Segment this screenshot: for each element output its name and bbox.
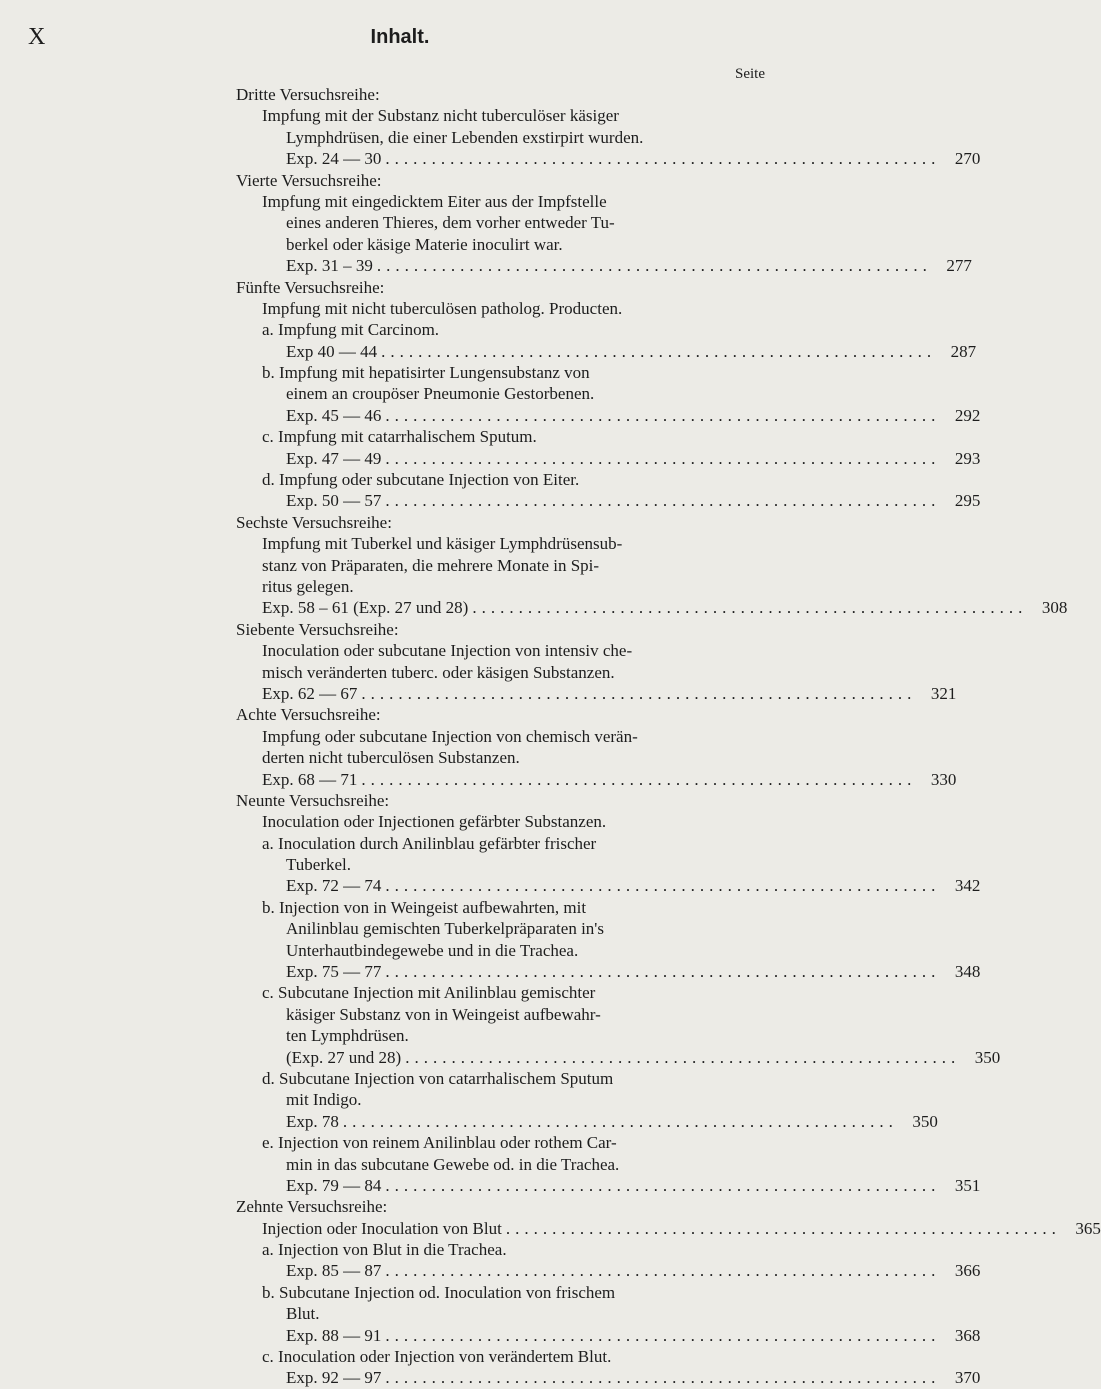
toc-line: [236, 897, 741, 918]
table-of-contents: [236, 84, 1101, 1389]
toc-entry: [236, 1367, 981, 1388]
dot-leader: ............................................................: [385, 405, 941, 425]
toc-text: Exp. 31 – 39: [286, 256, 373, 276]
toc-text: e. Injection von reinem Anilinblau oder rothem Car-: [262, 1133, 617, 1153]
toc-line: [236, 212, 741, 233]
dot-leader: ............................................................: [361, 769, 917, 789]
toc-text: d. Impfung oder subcutane Injection von Eiter.: [262, 470, 580, 490]
toc-text: a. Inoculation durch Anilinblau gefärbter frischer: [262, 833, 597, 853]
toc-line: [236, 1132, 741, 1153]
toc-text: b. Impfung mit hepatisirter Lungensubstanz von: [262, 363, 590, 383]
page-title: Inhalt.: [370, 26, 430, 48]
toc-line: [236, 298, 741, 319]
toc-text: Exp. 50 — 57: [286, 491, 382, 511]
toc-line: [236, 790, 741, 811]
toc-line: [236, 940, 741, 961]
toc-text: b. Injection von in Weingeist aufbewahrten, mit: [262, 897, 587, 917]
toc-line: [236, 662, 741, 683]
page-number: 321: [930, 683, 957, 703]
page-number: 348: [954, 962, 981, 982]
dot-leader: ............................................................: [472, 598, 1028, 618]
toc-text: Exp. 92 — 97: [286, 1368, 382, 1388]
toc-text: Anilinblau gemischten Tuberkelpräparaten in's: [286, 919, 604, 939]
toc-text: Exp. 78: [286, 1111, 339, 1131]
toc-text: min in das subcutane Gewebe od. in die Trachea.: [286, 1154, 620, 1174]
toc-text: c. Impfung mit catarrhalischem Sputum.: [262, 427, 537, 447]
toc-text: Exp. 58 – 61 (Exp. 27 und 28): [262, 598, 469, 618]
toc-text: Lymphdrüsen, die einer Lebenden exstirpirt wurden.: [286, 127, 644, 147]
toc-line: [236, 1068, 741, 1089]
toc-line: [236, 1025, 741, 1046]
toc-text: derten nicht tuberculösen Substanzen.: [262, 748, 520, 768]
dot-leader: ............................................................: [385, 1261, 941, 1281]
toc-line: [236, 191, 741, 212]
page-number: 342: [954, 876, 981, 896]
toc-text: Impfung oder subcutane Injection von chemisch verän-: [262, 726, 638, 746]
toc-text: Sechste Versuchsreihe:: [236, 512, 392, 532]
toc-entry: [236, 1260, 981, 1281]
toc-text: a. Impfung mit Carcinom.: [262, 320, 440, 340]
toc-text: a. Injection von Blut in die Trachea.: [262, 1240, 507, 1260]
toc-text: Inoculation oder subcutane Injection von intensiv che-: [262, 641, 633, 661]
page-number: 308: [1041, 598, 1068, 618]
toc-text: ten Lymphdrüsen.: [286, 1026, 409, 1046]
page-number: 287: [950, 341, 977, 361]
toc-text: Exp. 47 — 49: [286, 448, 382, 468]
dot-leader: ............................................................: [381, 341, 937, 361]
toc-entry: [236, 1111, 938, 1132]
toc-text: Exp. 62 — 67: [262, 683, 358, 703]
toc-line: [236, 726, 741, 747]
toc-line: [236, 640, 741, 661]
toc-text: (Exp. 27 und 28): [286, 1047, 402, 1067]
toc-text: Exp. 79 — 84: [286, 1175, 382, 1195]
toc-text: d. Subcutane Injection von catarrhalischem Sputum: [262, 1068, 614, 1088]
toc-line: [236, 234, 741, 255]
toc-text: Exp. 68 — 71: [262, 769, 358, 789]
dot-leader: ............................................................: [385, 1368, 941, 1388]
toc-text: eines anderen Thieres, dem vorher entweder Tu-: [286, 213, 615, 233]
toc-line: [236, 170, 741, 191]
dot-leader: ............................................................: [385, 1175, 941, 1195]
toc-text: Impfung mit der Substanz nicht tuberculöser käsiger: [262, 106, 619, 126]
dot-leader: ............................................................: [385, 1325, 941, 1345]
toc-text: c. Inoculation oder Injection von verändertem Blut.: [262, 1347, 612, 1367]
toc-text: Impfung mit Tuberkel und käsiger Lymphdrüsensub-: [262, 534, 623, 554]
dot-leader: ............................................................: [385, 876, 941, 896]
dot-leader: ............................................................: [361, 683, 917, 703]
toc-line: [236, 982, 741, 1003]
toc-line: [236, 833, 741, 854]
toc-line: [236, 811, 741, 832]
toc-line: [236, 1239, 741, 1260]
toc-line: [236, 105, 741, 126]
toc-line: [236, 362, 741, 383]
toc-line: [236, 319, 741, 340]
page-number: 350: [912, 1111, 938, 1131]
toc-line: [236, 1154, 741, 1175]
toc-line: [236, 426, 741, 447]
page-number: 330: [930, 769, 957, 789]
toc-text: misch veränderten tuberc. oder käsigen Substanzen.: [262, 662, 615, 682]
toc-text: b. Subcutane Injection od. Inoculation von frischem: [262, 1282, 616, 1302]
toc-text: Exp. 85 — 87: [286, 1261, 382, 1281]
page-number: 368: [954, 1325, 981, 1345]
toc-text: mit Indigo.: [286, 1090, 362, 1110]
toc-line: [236, 84, 741, 105]
toc-line: [236, 383, 741, 404]
toc-text: Achte Versuchsreihe:: [236, 705, 381, 725]
toc-line: [236, 1196, 741, 1217]
toc-line: [236, 555, 741, 576]
toc-line: [236, 704, 741, 725]
toc-entry: [236, 597, 1068, 618]
toc-entry: [236, 148, 981, 169]
toc-line: [236, 854, 741, 875]
toc-text: käsiger Substanz von in Weingeist aufbewahr-: [286, 1004, 601, 1024]
toc-text: ritus gelegen.: [262, 576, 354, 596]
toc-entry: [236, 1047, 1001, 1068]
toc-text: Vierte Versuchsreihe:: [236, 170, 382, 190]
toc-text: Neunte Versuchsreihe:: [236, 790, 390, 810]
toc-entry: [236, 875, 981, 896]
dot-leader: ............................................................: [385, 491, 941, 511]
page-number: 292: [954, 405, 981, 425]
dot-leader: ............................................................: [385, 962, 941, 982]
toc-line: [236, 1004, 741, 1025]
toc-line: [236, 277, 741, 298]
toc-entry: [236, 961, 981, 982]
toc-text: Impfung mit nicht tuberculösen patholog. Producten.: [262, 298, 623, 318]
toc-text: Injection oder Inoculation von Blut: [262, 1218, 502, 1238]
toc-text: Exp. 72 — 74: [286, 876, 382, 896]
toc-line: [236, 469, 741, 490]
toc-text: Fünfte Versuchsreihe:: [236, 277, 385, 297]
dot-leader: ............................................................: [376, 256, 932, 276]
page-number: 277: [946, 256, 972, 276]
toc-line: [236, 1303, 741, 1324]
toc-text: berkel oder käsige Materie inoculirt war.: [286, 234, 563, 254]
toc-line: [236, 576, 741, 597]
toc-entry: [236, 490, 981, 511]
toc-entry: [236, 683, 957, 704]
toc-text: Zehnte Versuchsreihe:: [236, 1197, 388, 1217]
toc-entry: [236, 1175, 981, 1196]
page-number: 351: [954, 1175, 981, 1195]
toc-entry: [236, 1218, 1101, 1239]
toc-text: Exp. 45 — 46: [286, 405, 382, 425]
dot-leader: ............................................................: [385, 448, 941, 468]
toc-text: c. Subcutane Injection mit Anilinblau gemischter: [262, 983, 596, 1003]
toc-text: Exp. 75 — 77: [286, 962, 382, 982]
close-glyph: X: [28, 24, 46, 50]
page-column-heading: Seite: [735, 66, 765, 82]
toc-line: [236, 512, 741, 533]
dot-leader: ............................................................: [342, 1111, 898, 1131]
toc-text: Dritte Versuchsreihe:: [236, 85, 380, 104]
toc-line: [236, 1089, 741, 1110]
toc-entry: [236, 1325, 981, 1346]
toc-line: [236, 619, 741, 640]
toc-text: Siebente Versuchsreihe:: [236, 619, 399, 639]
toc-entry: [236, 341, 977, 362]
toc-line: [236, 1282, 741, 1303]
toc-text: Tuberkel.: [286, 855, 352, 875]
page-number: 365: [1075, 1218, 1101, 1238]
dot-leader: ............................................................: [505, 1218, 1061, 1238]
toc-text: Inoculation oder Injectionen gefärbter Substanzen.: [262, 812, 607, 832]
toc-line: [236, 127, 741, 148]
toc-entry: [236, 769, 957, 790]
toc-entry: [236, 405, 981, 426]
page-number: 293: [954, 448, 981, 468]
toc-text: Unterhautbindegewebe und in die Trachea.: [286, 940, 579, 960]
page-number: 270: [954, 149, 981, 169]
toc-line: [236, 1346, 741, 1367]
page-number: 370: [954, 1368, 981, 1388]
page-number: 366: [954, 1261, 981, 1281]
toc-text: einem an croupöser Pneumonie Gestorbenen.: [286, 384, 595, 404]
page-number: 295: [954, 491, 981, 511]
toc-line: [236, 533, 741, 554]
toc-text: Impfung mit eingedicktem Eiter aus der Impfstelle: [262, 191, 607, 211]
toc-text: Blut.: [286, 1304, 320, 1324]
dot-leader: ............................................................: [405, 1047, 961, 1067]
toc-text: stanz von Präparaten, die mehrere Monate in Spi-: [262, 555, 600, 575]
toc-line: [236, 747, 741, 768]
toc-text: Exp. 24 — 30: [286, 149, 382, 169]
page-number: 350: [974, 1047, 1001, 1067]
toc-entry: [236, 448, 981, 469]
toc-text: Exp. 88 — 91: [286, 1325, 382, 1345]
toc-entry: [236, 255, 972, 276]
toc-text: Exp 40 — 44: [286, 341, 378, 361]
toc-line: [236, 918, 741, 939]
dot-leader: ............................................................: [385, 149, 941, 169]
